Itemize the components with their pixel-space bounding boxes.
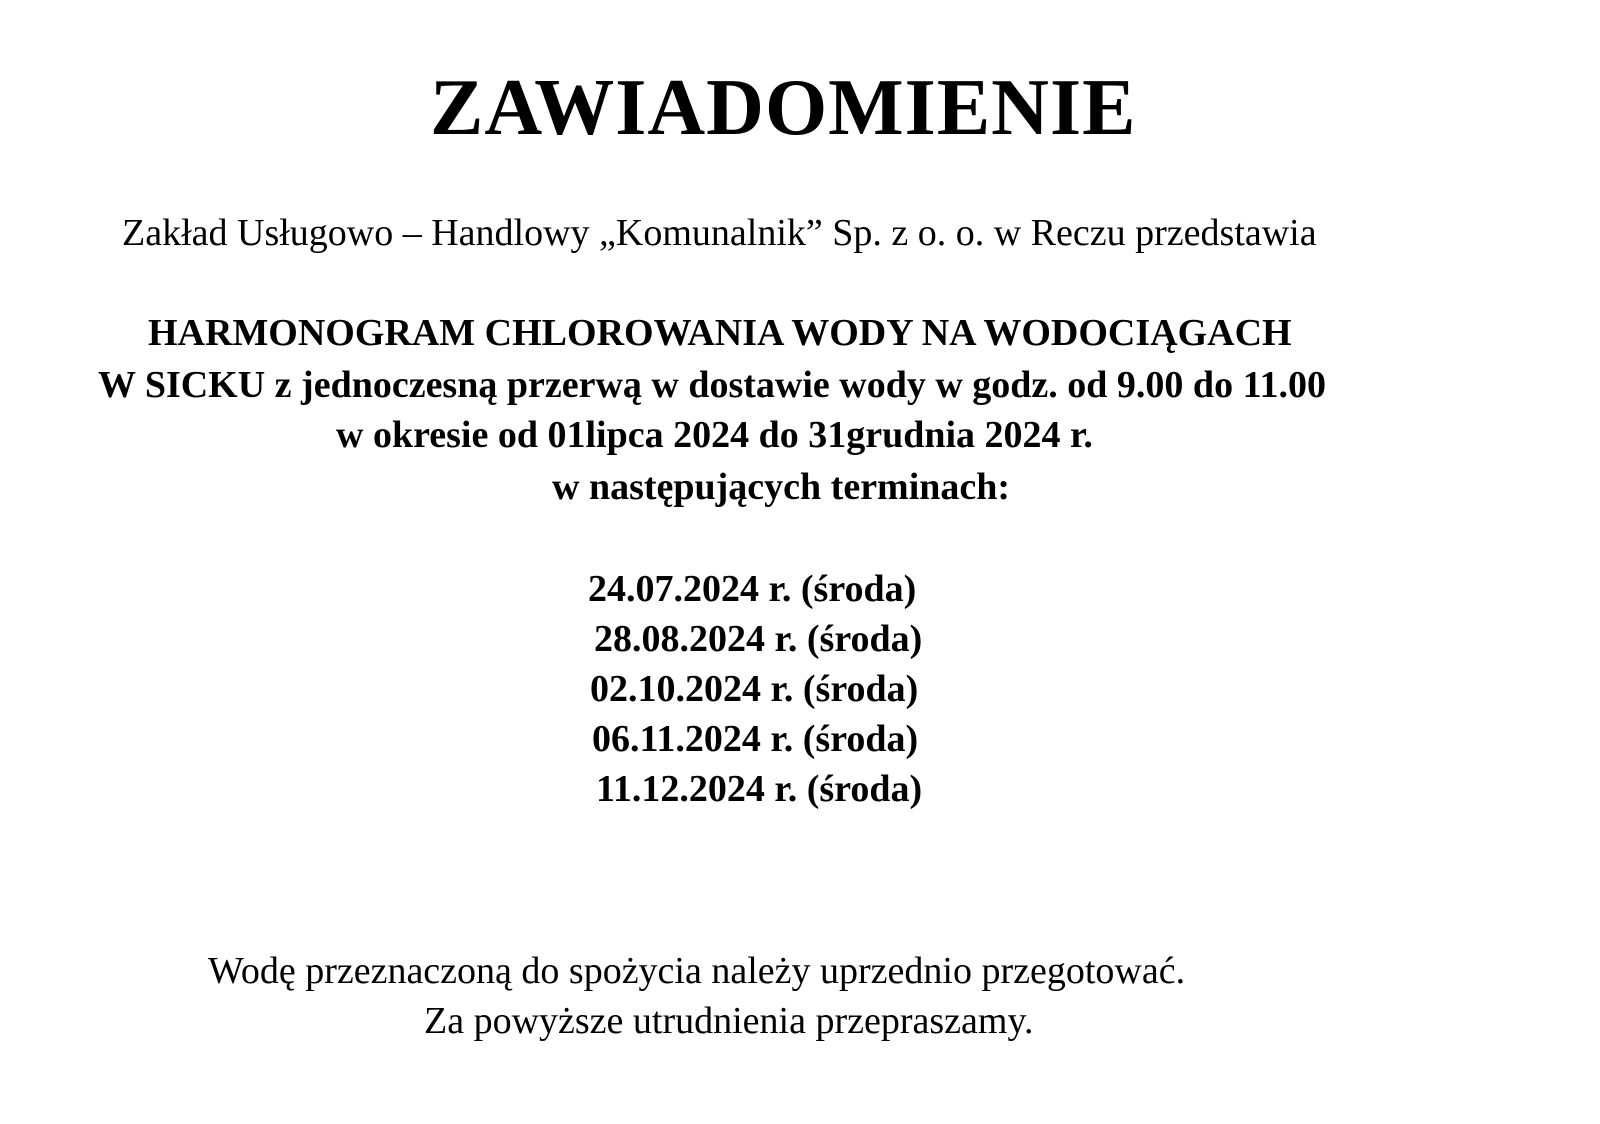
date-item: 28.08.2024 r. (środa)	[594, 618, 923, 660]
notice-title: ZAWIADOMIENIE	[430, 64, 1137, 152]
apology-text: Za powyższe utrudnienia przepraszamy.	[424, 1000, 1034, 1042]
date-item: 24.07.2024 r. (środa)	[588, 568, 917, 610]
schedule-heading-line: w następujących terminach:	[552, 466, 1011, 508]
date-item: 11.12.2024 r. (środa)	[596, 768, 923, 810]
company-intro: Zakład Usługowo – Handlowy „Komunalnik” Sp. z o. o. w Reczu przedstawia	[122, 212, 1317, 254]
date-item: 02.10.2024 r. (środa)	[590, 668, 919, 710]
boil-water-notice: Wodę przeznaczoną do spożycia należy uprzednio przegotować.	[208, 950, 1186, 992]
schedule-heading-line: W SICKU z jednoczesną przerwą w dostawie wody w godz. od 9.00 do 11.00	[98, 364, 1326, 406]
schedule-heading-line: w okresie od 01lipca 2024 do 31grudnia 2024 r.	[336, 414, 1093, 456]
date-item: 06.11.2024 r. (środa)	[592, 718, 919, 760]
schedule-heading-line: HARMONOGRAM CHLOROWANIA WODY NA WODOCIĄGACH	[148, 312, 1292, 354]
